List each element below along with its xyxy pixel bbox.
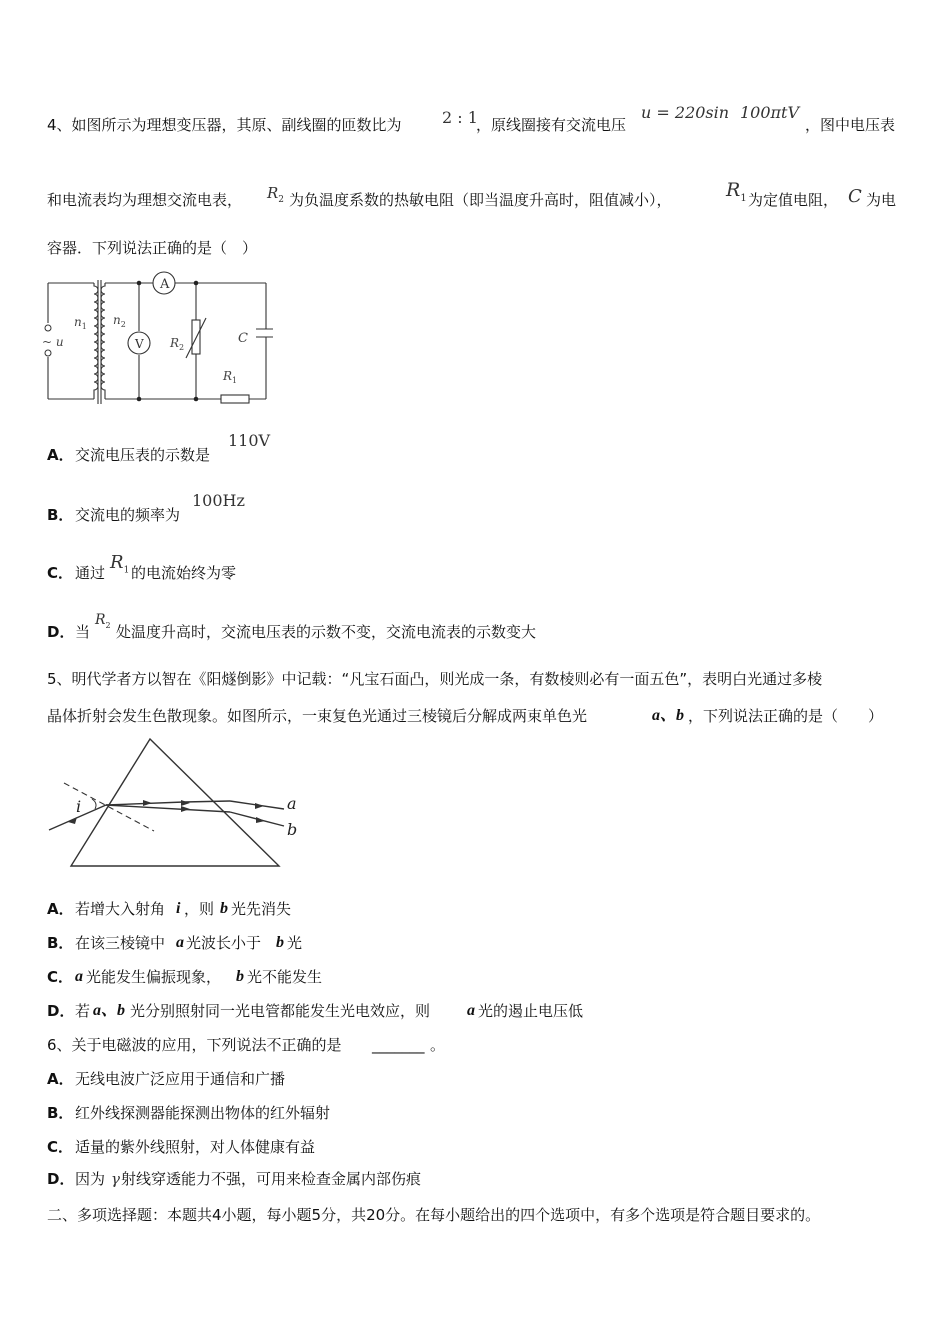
option-b: b	[220, 900, 228, 917]
q4-stem-line3: 容器．下列说法正确的是（ ）	[47, 239, 258, 257]
option-letter: D．	[47, 623, 75, 641]
n2-label: $n_2$	[113, 313, 126, 329]
q4-stem-text-d: 和电流表均为理想交流电表，	[47, 191, 243, 209]
ammeter-label: A	[160, 277, 170, 292]
n1-label: $n_1$	[74, 315, 87, 331]
option-letter: B．	[47, 1104, 74, 1122]
option-text-b: 光不能发生	[247, 968, 323, 986]
option-text-b: 射线穿透能力不强，可用来检查金属内部伤痕	[121, 1170, 422, 1188]
q6-stem-text-a: 6、关于电磁波的应用，下列说法不正确的是	[47, 1036, 342, 1054]
ray-b-label: b	[287, 820, 298, 839]
option-text-c: 光先消失	[231, 900, 292, 918]
option-text-b: 光分别照射同一光电管都能发生光电效应，则	[130, 1002, 431, 1020]
q5-stem-text-b: ，下列说法正确的是（ ）	[688, 707, 884, 725]
option-text-a: 若	[75, 1002, 91, 1020]
option-value: 100Hz	[192, 491, 245, 510]
q4-stem-text-c: ，图中电压表	[805, 116, 896, 134]
q4-voltage-expr-a: u = 220sin	[641, 103, 730, 122]
option-r2-symbol: $R_2$	[95, 612, 111, 630]
q6-stem-text-b: 。	[430, 1036, 446, 1054]
q4-stem-text-e: 为负温度系数的热敏电阻（即当温度升高时，阻值减小），	[289, 191, 672, 209]
option-text: 适量的紫外线照射，对人体健康有益	[75, 1138, 316, 1156]
q4-voltage-expr-b: 100πtV	[740, 103, 800, 122]
option-text-a: 在该三棱镜中	[75, 934, 166, 952]
angle-i-label: i	[76, 797, 82, 816]
option-letter: A．	[47, 1070, 74, 1088]
q4-stem-text-b: ，原线圈接有交流电压	[476, 116, 627, 134]
option-text-a: 若增大入射角	[75, 900, 166, 918]
option-letter: B．	[47, 506, 74, 524]
option-letter: A．	[47, 446, 74, 464]
q4-r1-symbol: $R_1$	[726, 179, 747, 204]
q4-r2-symbol: $R_2$	[267, 184, 285, 205]
prism-diagram	[44, 735, 314, 870]
option-text-a: 光能发生偏振现象，	[86, 968, 222, 986]
option-a: a	[176, 934, 184, 951]
option-letter: D．	[47, 1170, 75, 1188]
option-text-a: 因为	[75, 1170, 106, 1188]
q4-ratio: 2 : 1	[442, 108, 478, 127]
option-text: 无线电波广泛应用于通信和广播	[75, 1070, 286, 1088]
option-letter: A．	[47, 900, 74, 918]
capacitor-label: C	[238, 331, 248, 346]
option-a: a	[467, 1002, 475, 1019]
q4-stem-text-g: 为电	[866, 191, 897, 209]
q4-stem-text-f: 为定值电阻，	[748, 191, 839, 209]
option-i: i	[176, 900, 181, 917]
transformer-circuit-diagram	[38, 268, 273, 410]
option-letter: B．	[47, 934, 74, 952]
q5-ab-label: a、b	[652, 707, 685, 724]
source-u-label: ~ u	[42, 335, 64, 349]
r1-label: $R_1$	[223, 369, 238, 385]
option-text-a: 当	[75, 623, 91, 641]
option-gamma: γ	[111, 1170, 120, 1188]
option-text-b: 处温度升高时，交流电压表的示数不变，交流电流表的示数变大	[116, 623, 537, 641]
option-b: b	[276, 934, 284, 951]
option-text-c: 光	[287, 934, 303, 952]
section-two-heading: 二、多项选择题：本题共4小题，每小题5分，共20分。在每小题给出的四个选项中，有多个选项是符合题目要求的。	[47, 1206, 821, 1224]
option-text: 交流电压表的示数是	[75, 446, 211, 464]
option-letter: C．	[47, 1138, 74, 1156]
option-value: 110V	[228, 431, 271, 450]
option-text: 红外线探测器能探测出物体的红外辐射	[75, 1104, 331, 1122]
option-r1-symbol: $R_1$	[110, 552, 130, 576]
voltmeter-label: V	[135, 337, 144, 351]
q5-stem-text-a: 晶体折射会发生色散现象。如图所示，一束复色光通过三棱镜后分解成两束单色光	[47, 707, 588, 725]
q4-c-symbol: C	[848, 186, 862, 207]
option-text-b: 光波长小于	[186, 934, 262, 952]
option-letter: D．	[47, 1002, 75, 1020]
q4-stem-text-a: 4、如图所示为理想变压器，其原、副线圈的匝数比为	[47, 116, 402, 134]
q5-stem-line1: 5、明代学者方以智在《阳燧倒影》中记载：“凡宝石面凸，则光成一条，有数棱则必有一面五色”，表明白光通过多棱	[47, 670, 823, 688]
option-b: b	[236, 968, 244, 985]
ray-a-label: a	[287, 794, 297, 813]
option-text-b: 的电流始终为零	[131, 564, 237, 582]
option-ab: a、b	[93, 1002, 126, 1019]
option-text-b: ，则	[184, 900, 215, 918]
q6-answer-blank: _______	[372, 1036, 425, 1054]
r2-label: $R_2$	[170, 336, 185, 352]
option-letter: C．	[47, 564, 74, 582]
option-letter: C．	[47, 968, 74, 986]
option-text-a: 通过	[75, 564, 106, 582]
option-a: a	[75, 968, 83, 985]
option-text-c: 光的遏止电压低	[478, 1002, 584, 1020]
option-text: 交流电的频率为	[75, 506, 181, 524]
